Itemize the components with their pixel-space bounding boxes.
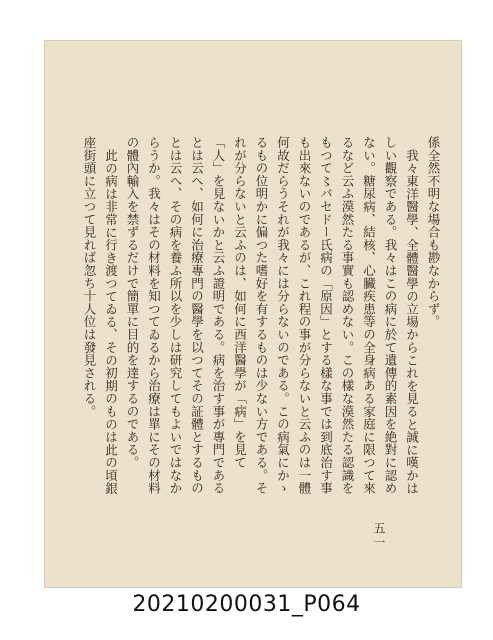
paragraph-3: 此の病は非常に行き渡つてゐる、その初期のものは此の頃銀座街頭に立つて見れば忽ち十人位は發見される。 — [82, 136, 119, 495]
page-number: 五一 — [372, 522, 386, 550]
paragraph-1: 係全然不明な場合も尠なからず。 — [426, 136, 441, 328]
paragraph-2: 我々東洋醫學、全體醫學の立場からこれを見ると誠に嘆かはしい觀察である。我々はこの病に於て遺傳的素因を絶對に認めない。糖尿病、結核、心臟疾患等の全身病ある家庭に限つて來るなど云ふ漠然たる事實も認めない。この樣な漠然たる認識をもつて〻バセドー氏病の「原因」とする樣な事では到底治す事も出來ないのであるが、これ程の事が分らないと云ふのは一體何故だらうそれが我々には分らないのである。この病氣にかゝるもの位明かに偏つた嗜好を有するものは少ない方である。それが分らないと云ふのは、如何に西洋醫學が「病」を見て「人」を見ないかと云ふ證明である。病を治す事が專門であるとは云へ、如何に治療專門の醫學を以つてその証體とするものとは云へ、その病を養ふ所以を少しは研究してもよいではなからうか。我々はその材料を知つてゐるから治療は單にその材料の體內輸入を禁ずるだけで簡單に目的を達するのである。 — [125, 136, 420, 495]
book-page — [44, 40, 462, 588]
image-caption: 20210200031_P064 — [132, 592, 361, 617]
body-text — [82, 136, 444, 496]
